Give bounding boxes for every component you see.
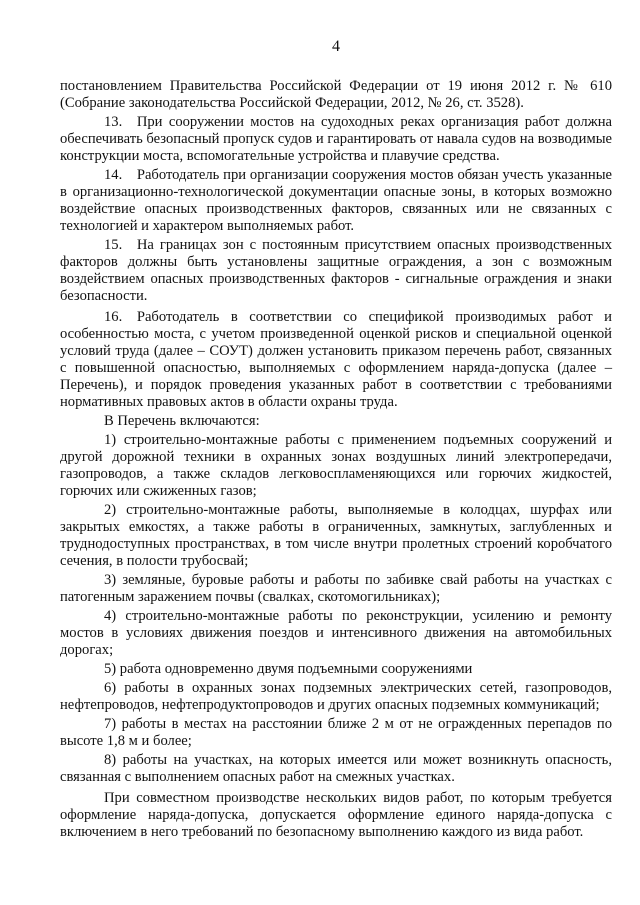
list-item-4: 4) строительно-монтажные работы по реконструкции, усилению и ремонту мостов в условиях движения поездов и интенсивного движения на автомобильных дорогах; <box>60 608 612 658</box>
paragraph-continuation: постановлением Правительства Российской Федерации от 19 июня 2012 г. № 610 (Собрание законодательства Российской Федерации, 2012, № 26, ст. 3528). <box>60 78 612 111</box>
paragraph-15: 15. На границах зон с постоянным присутствием опасных производственных факторов должны быть установлены защитные ограждения, а зон с возможным воздействием опасных производственных факторов - сигнальные ограждения и знаки безопасности. <box>60 237 612 304</box>
list-item-8: 8) работы на участках, на которых имеется или может возникнуть опасность, связанная с выполнением опасных работ на смежных участках. <box>60 752 612 785</box>
list-item-5: 5) работа одновременно двумя подъемными сооружениями <box>104 661 473 677</box>
list-item-7: 7) работы в местах на расстоянии ближе 2 м от не огражденных перепадов по высоте 1,8 м и более; <box>60 716 612 749</box>
list-item-6: 6) работы в охранных зонах подземных электрических сетей, газопроводов, нефтепроводов, нефтепродуктопроводов и других опасных подземных коммуникаций; <box>60 680 612 713</box>
list-intro: В Перечень включаются: <box>104 413 260 429</box>
paragraph-14: 14. Работодатель при организации сооружения мостов обязан учесть указанные в организационно-технологической документации опасные зоны, в которых возможно воздействие опасных производственных факторов, связанных или не связанных с технологией и характером выполняемых работ. <box>60 167 612 234</box>
list-item-2: 2) строительно-монтажные работы, выполняемые в колодцах, шурфах или закрытых емкостях, а также работы в ограниченных, замкнутых, заглубленных и труднодоступных пространствах, в том числе внутри пролетных строений коробчатого сечения, в полости трубосвай; <box>60 502 612 569</box>
page-number: 4 <box>332 38 340 55</box>
paragraph-16: 16. Работодатель в соответствии со спецификой производимых работ и особенностью моста, с учетом произведенной оценкой рисков и специальной оценкой условий труда (далее – СОУТ) должен установить приказом перечень работ, связанных с повышенной опасностью, выполняемых с оформлением наряда-допуска (далее – Перечень), и порядок проведения указанных работ в соответствии с требованиями нормативных правовых актов в области охраны труда. <box>60 309 612 410</box>
paragraph-combined-works: При совместном производстве нескольких видов работ, по которым требуется оформление наряда-допуска, допускается оформление единого наряда-допуска с включением в него требований по безопасному выполнению каждого из вида работ. <box>60 790 612 840</box>
paragraph-13: 13. При сооружении мостов на судоходных реках организация работ должна обеспечивать безопасный пропуск судов и гарантировать от навала судов на возводимые конструкции моста, вспомогательные устройства и плавучие средства. <box>60 114 612 164</box>
list-item-3: 3) земляные, буровые работы и работы по забивке свай работы на участках с патогенным заражением почвы (свалках, скотомогильниках); <box>60 572 612 605</box>
list-item-1: 1) строительно-монтажные работы с применением подъемных сооружений и другой дорожной техники в охранных зонах воздушных линий электропередачи, газопроводов, а также складов легковоспламеняющихся или горючих жидкостей, горючих или сжиженных газов; <box>60 432 612 499</box>
